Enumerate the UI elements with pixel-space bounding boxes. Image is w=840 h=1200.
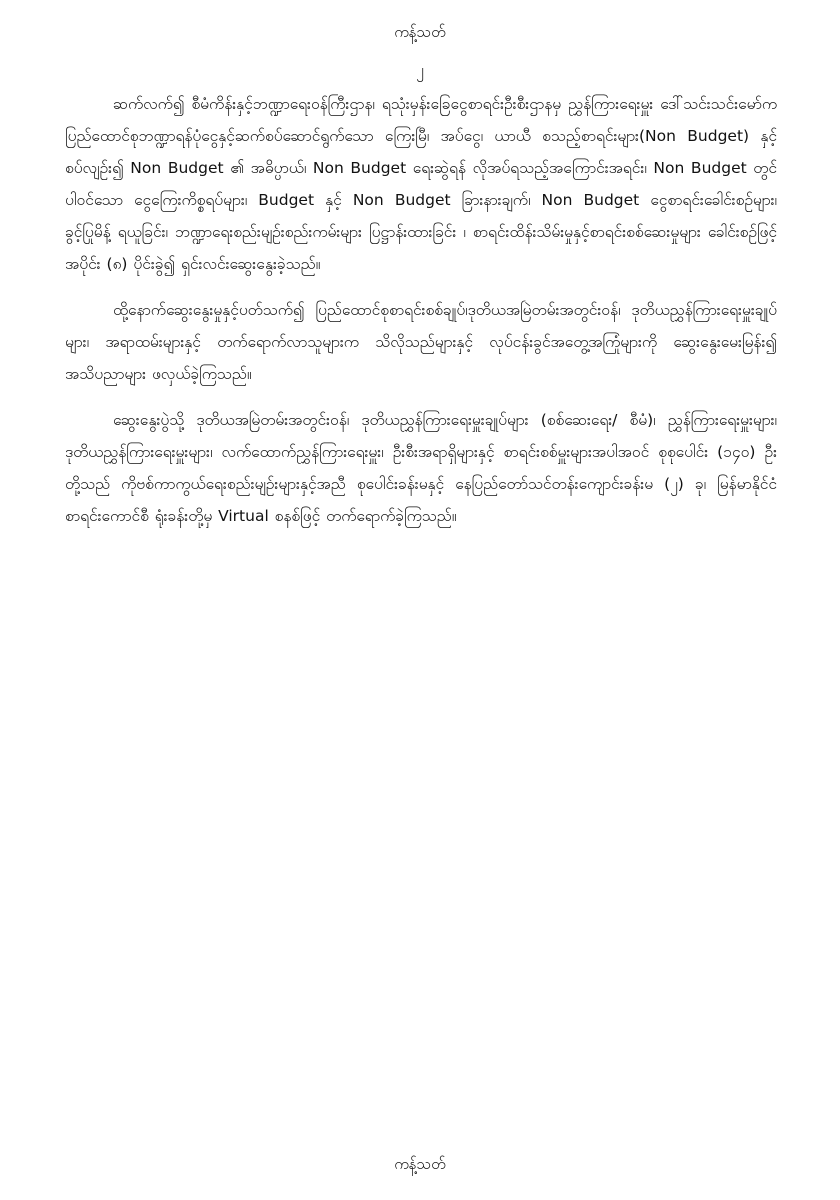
classification-footer: ကန့်သတ်: [394, 1155, 446, 1173]
paragraph-3: ဆွေးနွေးပွဲသို့ ဒုတိယအမြဲတမ်းအတွင်းဝန်၊ ဒုတိယညွှန်ကြားရေးမှူးချုပ်များ (စစ်ဆေးရေး/ စီမံ)၊ ညွှန်ကြားရေးမှူးများ၊ ဒုတိယညွှန်ကြားရေးမှူးများ၊ လက်ထောက်ညွှန်ကြားရေးမှူး၊ ဦးစီးအရာရှိများနှင့် စာရင်းစစ်မှူးများအပါအဝင် စုစုပေါင်း (၁၄၀) ဦးတို့သည် ကိုဗစ်ကာကွယ်ရေးစည်းမျဉ်းများနှင့်အညီ စုပေါင်းခန်းမနှင့် နေပြည်တော်သင်တန်းကျောင်းခန်းမ (၂) ခု၊ မြန်မာနိုင်ငံစာရင်းကောင်စီ ရုံးခန်းတို့မှ Virtual စနစ်ဖြင့် တက်ရောက်ခဲ့ကြသည်။: [65, 411, 777, 525]
paragraph-1: ဆက်လက်၍ စီမံကိန်းနှင့်ဘဏ္ဍာရေးဝန်ကြီးဌာန၊ ရသုံးမှန်းခြေငွေစာရင်းဦးစီးဌာနမှ ညွှန်ကြားရေးမှူး ဒေါ်သင်းသင်းမော်က ပြည်ထောင်စုဘဏ္ဍာရန်ပုံငွေနှင့်ဆက်စပ်ဆောင်ရွက်သော ကြေးမြီ၊ အပ်ငွေ၊ ယာယီ စသည့်စာရင်းများ(Non Budget) နှင့်စပ်လျဉ်း၍ Non Budget ၏ အဓိပ္ပာယ်၊ Non Budget ရေးဆွဲရန် လိုအပ်ရသည့်အကြောင်းအရင်း၊ Non Budget တွင်ပါဝင်သော ငွေကြေးကိစ္စရပ်များ၊ Budget နှင့် Non Budget ခြားနားချက်၊ Non Budget ငွေစာရင်းခေါင်းစဉ်များ၊ ခွင့်ပြုမိန့် ရယူခြင်း၊ ဘဏ္ဍာရေးစည်းမျဉ်းစည်းကမ်းများ ပြဋ္ဌာန်းထားခြင်း ၊ စာရင်းထိန်းသိမ်းမှုနှင့်စာရင်းစစ်ဆေးမှုများ ခေါင်းစဉ်ဖြင့် အပိုင်း (၈) ပိုင်းခွဲ၍ ရှင်းလင်းဆွေးနွေးခဲ့သည်။: [65, 95, 777, 273]
page-number: ၂: [416, 60, 424, 79]
classification-header: ကန့်သတ်: [394, 23, 446, 41]
document-body: [65, 88, 777, 546]
paragraph-2: ထို့နောက်ဆွေးနွေးမှုနှင့်ပတ်သက်၍ ပြည်ထောင်စုစာရင်းစစ်ချုပ်၊ဒုတိယအမြဲတမ်းအတွင်းဝန်၊ ဒုတိယညွှန်ကြားရေးမှူးချုပ်များ၊ အရာထမ်းများနှင့် တက်ရောက်လာသူများက သိလိုသည်များနှင့် လုပ်ငန်းခွင်အတွေ့အကြုံများကို ဆွေးနွေးမေးမြန်း၍ အသိပညာများ ဖလှယ်ခဲ့ကြသည်။: [65, 301, 777, 383]
